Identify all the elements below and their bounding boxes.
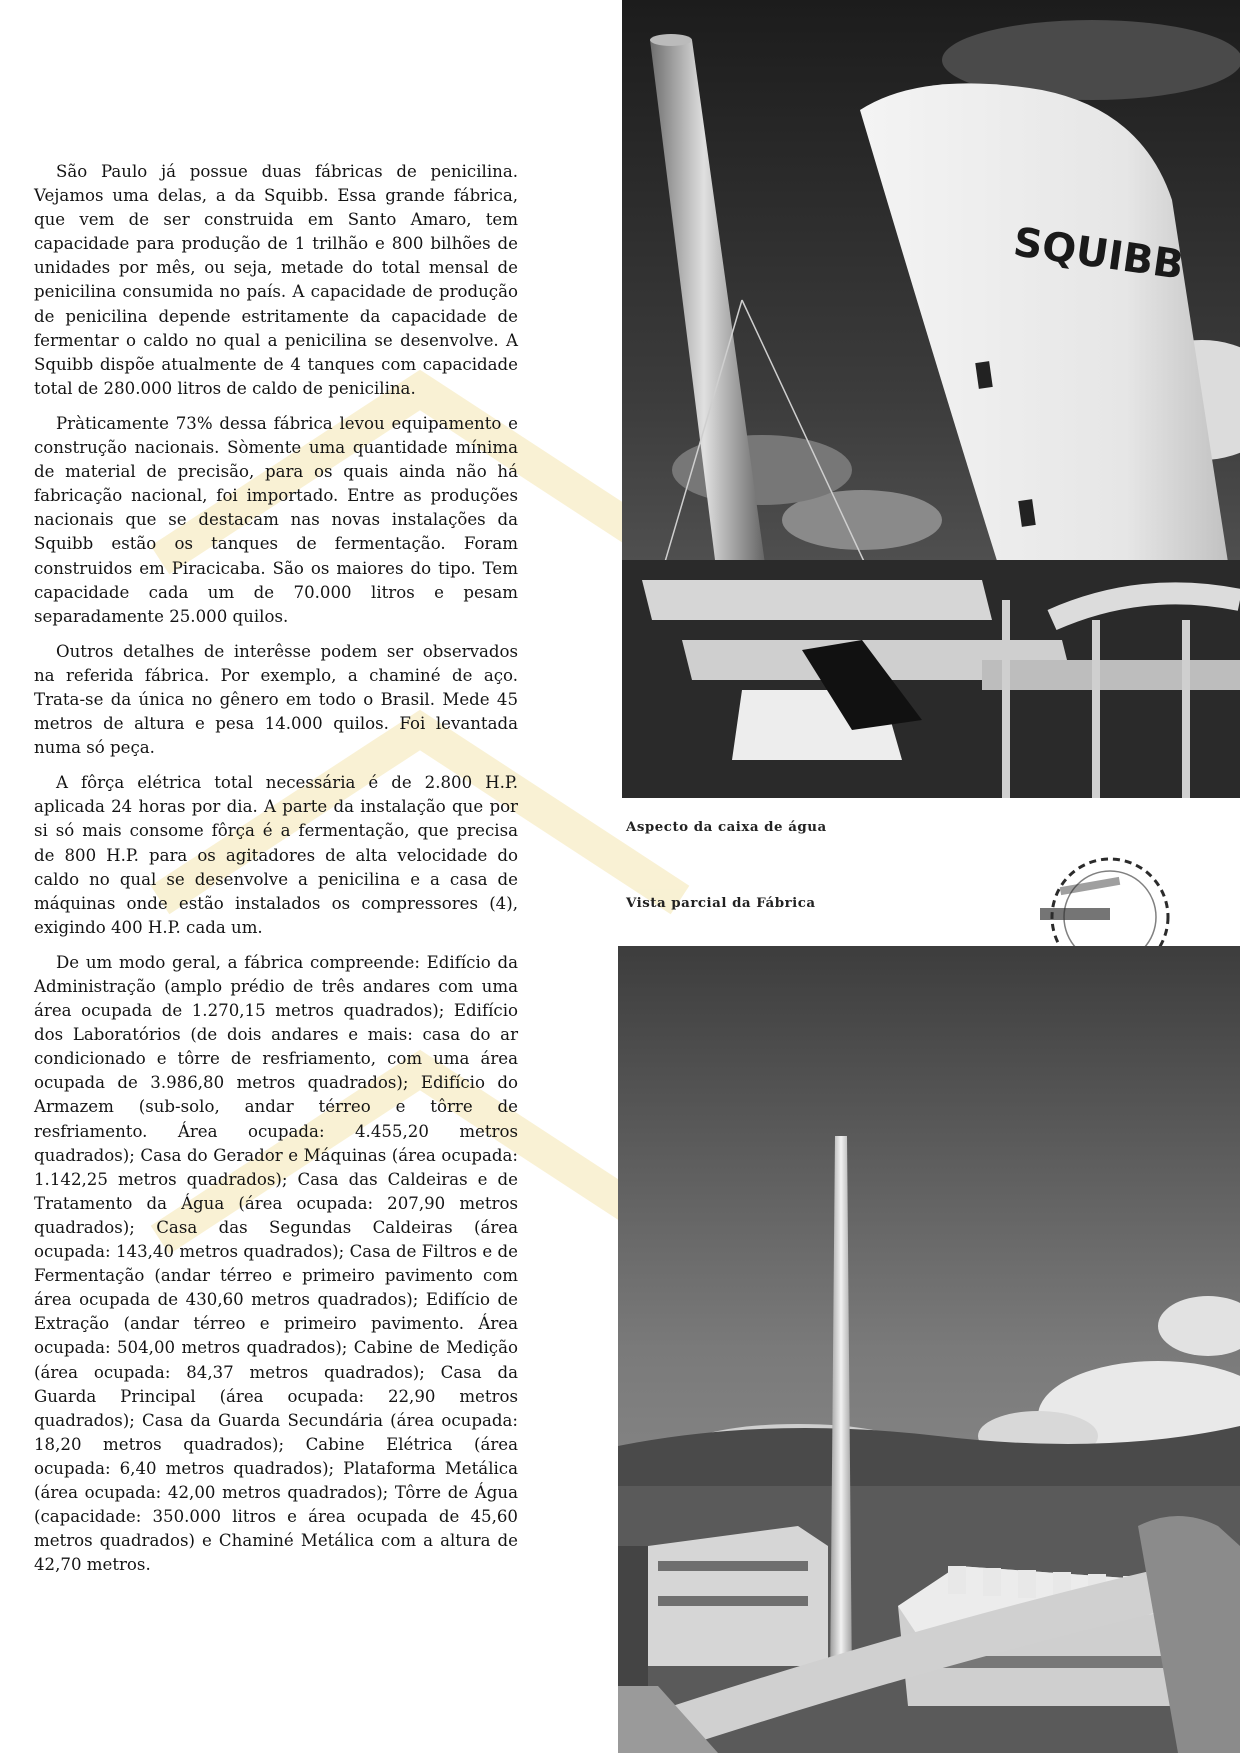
- paragraph-3: Outros detalhes de interêsse podem ser observados na referida fábrica. Por exemplo, a chaminé de aço. Trata-se da única no gênero em todo o Brasil. Mede 45 metros de altura e pesa 14.000 quilos. Foi levantada numa só peça.: [34, 641, 518, 758]
- factory-view-photo: [618, 946, 1240, 1753]
- tower-lettering: SQUIBB: [1010, 219, 1187, 289]
- paragraph-1: São Paulo já possue duas fábricas de penicilina. Vejamos uma delas, a da Squibb. Essa grande fábrica, que vem de ser construida em Santo Amaro, tem capacidade para produção de 1 trilhão e 800 bilhões de unidades por mês, ou seja, metade do total mensal de penicilina consumida no país. A capacidade de produção de penicilina depende estritamente da capacidade de fermentar o caldo no qual a penicilina se desenvolve. A Squibb dispõe atualmente de 4 tanques com capacidade total de 280.000 litros de caldo de penicilina.: [34, 162, 518, 398]
- paragraph-2: Pràticamente 73% dessa fábrica levou equipamento e construção nacionais. Sòmente uma quantidade mínima de material de precisão, para os quais ainda não há fabricação nacional, foi importado. Entre as produções nacionais que se destacam nas novas instalações da Squibb estão os tanques de fermentação. Foram construidos em Piracicaba. São os maiores do tipo. Tem capacidade cada um de 70.000 litros e pesam separadamente 25.000 quilos.: [34, 413, 518, 626]
- factory-illustration: [618, 946, 1240, 1753]
- water-tower-illustration: [622, 0, 1240, 798]
- article-body: [34, 160, 518, 1588]
- caption-water-tower: Aspecto da caixa de água: [626, 819, 827, 835]
- caption-factory-view: Vista parcial da Fábrica: [626, 895, 816, 911]
- water-tower-photo: [622, 0, 1240, 798]
- paragraph-4: A fôrça elétrica total necessária é de 2.800 H.P. aplicada 24 horas por dia. A parte da instalação que por si só mais consome fôrça é a fermentação, que precisa de 800 H.P. para os agitadores de alta velocidade do caldo no qual se desenvolve a penicilina e a casa de máquinas onde estão instalados os compressores (4), exigindo 400 H.P. cada um.: [34, 773, 518, 937]
- paragraph-5: De um modo geral, a fábrica compreende: Edifício da Administração (amplo prédio de três andares com uma área ocupada de 1.270,15 metros quadrados); Edifício dos Laboratórios (de dois andares e mais: casa do ar condicionado e tôrre de resfriamento, com uma área ocupada de 3.986,80 metros quadrados); Edifício do Armazem (sub-solo, andar térreo e tôrre de resfriamento. Área ocupada: 4.455,20 metros quadrados); Casa do Gerador e Máquinas (área ocupada: 1.142,25 metros quadrados); Casa das Caldeiras e de Tratamento da Água (área ocupada: 207,90 metros quadrados); Casa das Segundas Caldeiras (área ocupada: 143,40 metros quadrados); Casa de Filtros e de Fermentação (andar térreo e primeiro pavimento com área ocupada de 430,60 metros quadrados); Edifício de Extração (andar térreo e primeiro pavimento. Área ocupada: 504,00 metros quadrados); Cabine de Medição (área ocupada: 84,37 metros quadrados); Casa da Guarda Principal (área ocupada: 22,90 metros quadrados); Casa da Guarda Secundária (área ocupada: 18,20 metros quadrados); Cabine Elétrica (área ocupada: 6,40 metros quadrados); Plataforma Metálica (área ocupada: 42,00 metros quadrados); Tôrre de Água (capacidade: 350.000 litros e área ocupada de 45,60 metros quadrados) e Chaminé Metálica com a altura de 42,70 metros.: [34, 952, 518, 1575]
